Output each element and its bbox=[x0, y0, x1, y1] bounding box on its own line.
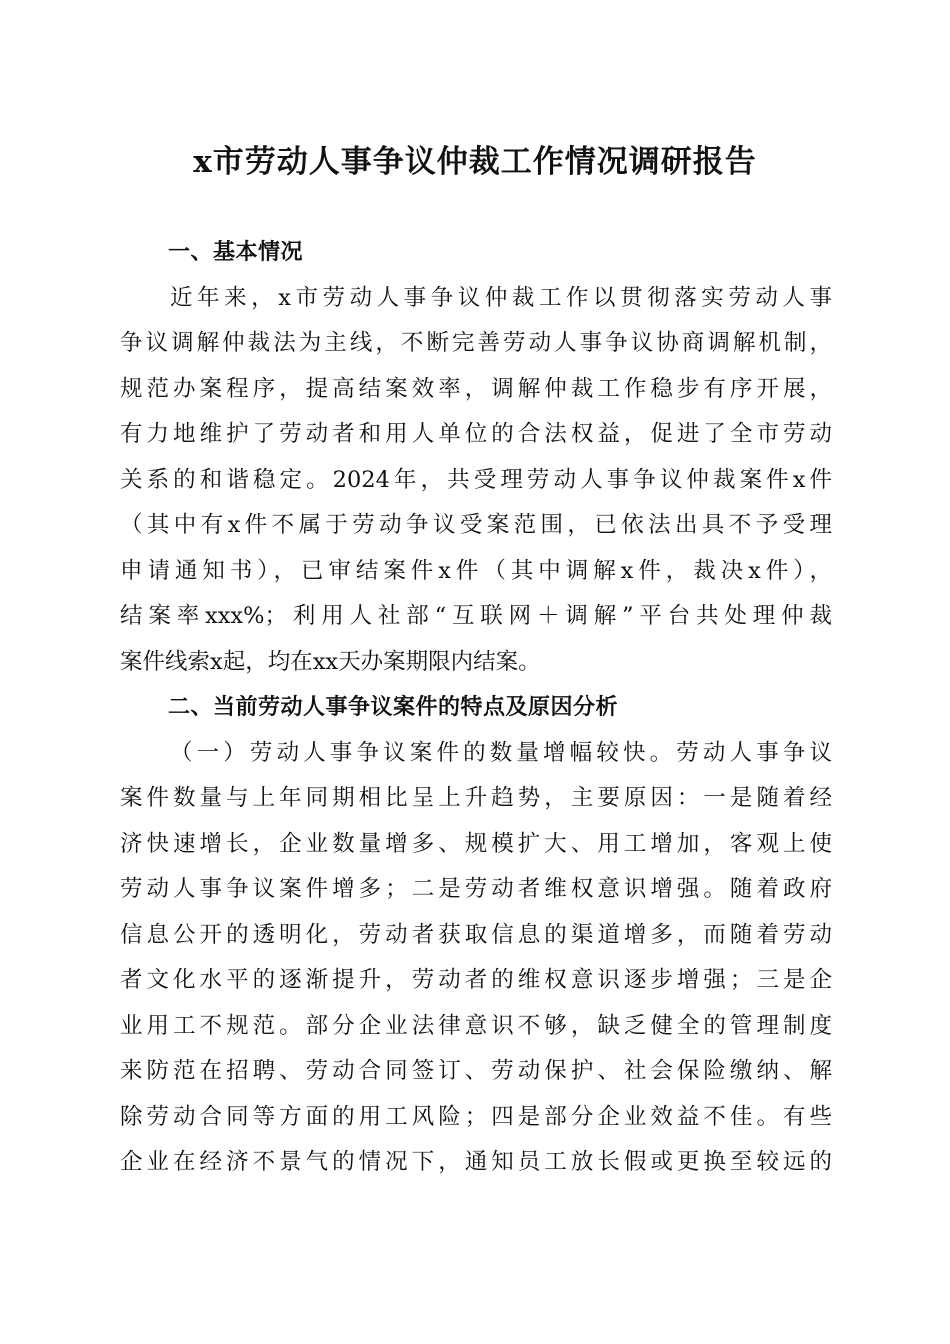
text-line: 申请通知书），已审结案件x件（其中调解x件，裁决x件）， bbox=[120, 557, 832, 584]
text-line: 者文化水平的逐渐提升，劳动者的维权意识逐步增强；三是企 bbox=[120, 967, 832, 993]
text-line: 争议调解仲裁法为主线，不断完善劳动人事争议协商调解机制， bbox=[120, 330, 832, 356]
section-heading-basic-situation: 一、基本情况 bbox=[168, 240, 304, 265]
paragraph-case-growth bbox=[120, 731, 832, 1186]
document-body bbox=[120, 230, 832, 1186]
document-title: x市劳动人事争议仲裁工作情况调研报告 bbox=[193, 144, 757, 180]
paragraph-basic-situation bbox=[120, 276, 832, 686]
text-line: 济快速增长，企业数量增多、规模扩大、用工增加，客观上使 bbox=[120, 830, 832, 857]
text-line: 企业在经济不景气的情况下，通知员工放长假或更换至较远的 bbox=[120, 1149, 832, 1175]
text-line: （其中有x件不属于劳动争议受案范围，已依法出具不予受理 bbox=[120, 512, 832, 538]
text-line: 近年来，x市劳动人事争议仲裁工作以贯彻落实劳动人事 bbox=[170, 284, 832, 311]
text-line: 劳动人事争议案件增多；二是劳动者维权意识增强。随着政府 bbox=[120, 876, 832, 902]
text-line: 案件数量与上年同期相比呈上升趋势，主要原因：一是随着经 bbox=[120, 785, 832, 811]
text-line: 结案率xxx%；利用人社部“互联网＋调解”平台共处理仲裁 bbox=[120, 603, 832, 629]
text-line: 案件线索x起，均在xx天办案期限内结案。 bbox=[120, 648, 541, 675]
text-line: 关系的和谐稳定。2024年，共受理劳动人事争议仲裁案件x件 bbox=[120, 466, 832, 493]
text-line: 来防范在招聘、劳动合同签订、劳动保护、社会保险缴纳、解 bbox=[120, 1058, 832, 1084]
section-heading-case-analysis: 二、当前劳动人事争议案件的特点及原因分析 bbox=[168, 695, 619, 720]
text-line: 业用工不规范。部分企业法律意识不够，缺乏健全的管理制度 bbox=[120, 1012, 832, 1039]
text-line: （一）劳动人事争议案件的数量增幅较快。劳动人事争议 bbox=[170, 739, 832, 766]
text-line: 信息公开的透明化，劳动者获取信息的渠道增多，而随着劳动 bbox=[120, 921, 832, 948]
text-line: 规范办案程序，提高结案效率，调解仲裁工作稳步有序开展， bbox=[120, 375, 832, 402]
text-line: 有力地维护了劳动者和用人单位的合法权益，促进了全市劳动 bbox=[120, 421, 832, 447]
text-line: 除劳动合同等方面的用工风险；四是部分企业效益不佳。有些 bbox=[120, 1103, 832, 1130]
